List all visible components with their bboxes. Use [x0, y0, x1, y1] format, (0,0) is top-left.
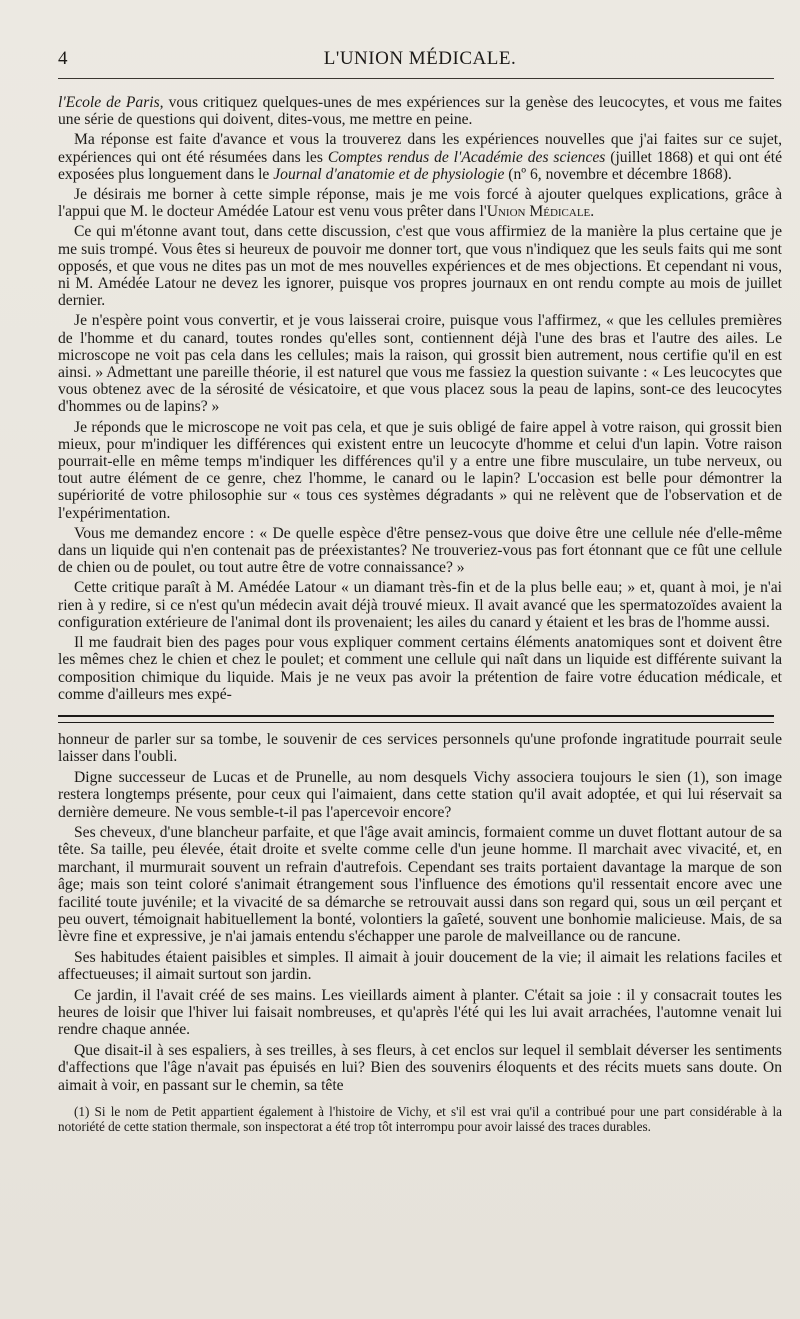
footnote	[58, 1104, 782, 1134]
paragraph: Je désirais me borner à cette simple réponse, mais je me vois forcé à ajouter quelques explications, grâce à l'appui que M. le docteur Amédée Latour est venu vous prêter dans l'Union Médicale.	[58, 186, 782, 221]
paragraph: Ma réponse est faite d'avance et vous la trouverez dans les expériences nouvelles que j'ai faites sur ce sujet, expériences qui ont été résumées dans les Comptes rendus de l'Académie des sciences (juillet 1868) et qui ont été exposées plus longuement dans le Journal d'anatomie et de physiologie (nº 6, novembre et décembre 1868).	[58, 131, 782, 183]
italic-lead: l'Ecole de Paris,	[58, 94, 164, 111]
footnote-text: (1) Si le nom de Petit appartient également à l'histoire de Vichy, et s'il est vrai qu'il a contribué pour une part considérable à la notoriété de cette station thermale, son inspectorat a été trop tôt interrompu pour avoir laissé des traces durables.	[58, 1104, 782, 1135]
paragraph: l'Ecole de Paris, vous critiquez quelques-unes de mes expériences sur la genèse des leucocytes, et vous me faites une série de questions qui doivent, dites-vous, me mettre en peine.	[58, 94, 782, 129]
journal-title: L'UNION MÉDICALE.	[323, 48, 517, 69]
paragraph: Cette critique paraît à M. Amédée Latour « un diamant très-fin et de la plus belle eau; » et, quant à moi, je n'ai rien à y redire, si ce n'est qu'un médecin avait déjà trouvé mieux. Il avait avancé que les spermatozoïdes avaient la configuration extérieure de l'animal dont ils provenaient; les ailes du canard y étaient et les bras de l'homme aussi.	[58, 579, 782, 631]
paragraph: Digne successeur de Lucas et de Prunelle, au nom desquels Vichy associera toujours le sien (1), son image restera longtemps présente, pour ceux qui l'aimaient, dans cette station qu'il avait adoptée, et qui lui réservait sa dernière demeure. Ne vous semble-t-il pas l'apercevoir encore?	[58, 768, 782, 821]
paragraph: Il me faudrait bien des pages pour vous expliquer comment certains éléments anatomiques sont et doivent être les mêmes chez le chien et chez le poulet; et comment une cellule qui naît dans un liquide est différente suivant la composition chimique du liquide. Mais je ne veux pas avoir la prétention de faire votre éducation médicale, et comme d'ailleurs mes expé-	[58, 634, 782, 703]
page-header	[58, 40, 782, 74]
page-number: 4	[58, 48, 68, 69]
paragraph: Je réponds que le microscope ne voit pas cela, et que je suis obligé de faire appel à votre raison, qui grossit bien mieux, pour m'indiquer les différences qui existent entre un leucocyte d'homme et celui d'un lapin. Votre raison pourrait-elle en même temps m'indiquer les différences qu'il y a entre une fibre musculaire, un tube nerveux, ou tout autre élément de ce genre, chez l'homme, le canard ou le lapin? L'occasion est belle pour démontrer la supériorité de votre philosophie sur « tous ces systèmes dégradants » qui ne relèvent que de l'observation et de l'expérimentation.	[58, 418, 782, 522]
feuilleton-text	[58, 731, 782, 1094]
header-rule	[58, 78, 774, 79]
main-article	[58, 94, 782, 703]
paragraph: Vous me demandez encore : « De quelle espèce d'être pensez-vous que doive être une cellule née d'elle-même dans un liquide qui n'en contenait pas de préexistantes? Ne trouveriez-vous pas fort étonnant que ce fût une cellule de chien ou de poulet, ou tout autre être de votre connaissance? »	[58, 524, 782, 577]
paragraph: Ce qui m'étonne avant tout, dans cette discussion, c'est que vous affirmiez de la manière la plus certaine que je me suis trompé. Vous êtes si heureux de pouvoir me donner tort, que vous n'indiquez que les seuls faits qui me sont opposés, et que vous ne dites pas un mot de mes nouvelles expériences et de mes objections. Et cependant ni vous, ni M. Amédée Latour ne devez les ignorer, puisque vos propres journaux en ont rendu compte au mois de juillet dernier.	[58, 223, 782, 310]
section-divider	[58, 715, 774, 723]
paragraph: Ce jardin, il l'avait créé de ses mains. Les vieillards aiment à planter. C'était sa joie : il y consacrait toutes les heures de loisir que l'hiver lui faisait nombreuses, et qu'après l'été qui les lui avait arrachées, l'automne venait lui rendre chaque année.	[58, 986, 782, 1039]
paragraph: Ses cheveux, d'une blancheur parfaite, et que l'âge avait amincis, formaient comme un duvet flottant autour de sa tête. Sa taille, peu élevée, était droite et svelte comme celle d'un jeune homme. Il marchait avec vivacité, et, en marchant, il murmurait souvent un refrain d'autrefois. Cependant ses traits portaient davantage la marque de son âge; mais son teint coloré s'animait étrangement sous l'influence des émotions qu'il ressentait encore avec une facilité toute juvénile; et la vivacité de sa démarche se retrouvait aussi dans son regard qui, sous un œil perçant et peu ouvert, témoignait habituellement la bonté, volontiers la gaîeté, souvent une bonhomie malicieuse. Mais, de sa lèvre fine et expressive, je n'ai jamais entendu s'échapper une parole de malveillance ou de rancune.	[58, 823, 782, 946]
citation-title: Journal d'anatomie et de physiologie	[273, 165, 505, 183]
paragraph: honneur de parler sur sa tombe, le souvenir de ces services personnels qu'une profonde ingratitude pourrait seule laisser dans l'oubli.	[58, 730, 782, 766]
paragraph: Je n'espère point vous convertir, et je vous laisserai croire, puisque vous l'affirmez, « que les cellules premières de l'homme et du canard, toutes rondes qu'elles sont, contiennent déjà l'une des bras et l'autre des ailes. Le microscope ne voit pas cela dans les cellules; mais la raison, qui grossit bien autrement, nous certifie qu'il en est ainsi. » Admettant une pareille théorie, il est naturel que vous me fassiez la question suivante : « Les leucocytes que vous obtenez avec de la sérosité de vésicatoire, et que vous placez sous la peau de lapins, sont-ce des leucocytes d'hommes ou de lapins? »	[58, 312, 782, 416]
paragraph: Ses habitudes étaient paisibles et simples. Il aimait à jouir doucement de la vie; il aimait les relations faciles et affectueuses; il aimait surtout son jardin.	[58, 948, 782, 984]
journal-name: Union Médicale	[486, 203, 591, 221]
citation-title: Comptes rendus de l'Académie des sciences	[327, 148, 606, 166]
paragraph: Que disait-il à ses espaliers, à ses treilles, à ses fleurs, à cet enclos sur lequel il semblait déverser les sentiments d'affections que l'âge n'avait pas épuisés en lui? Bien des souvenirs éloquents et des récits muets sans doute. On aimait à voir, en passant sur le chemin, sa tête	[58, 1041, 782, 1094]
